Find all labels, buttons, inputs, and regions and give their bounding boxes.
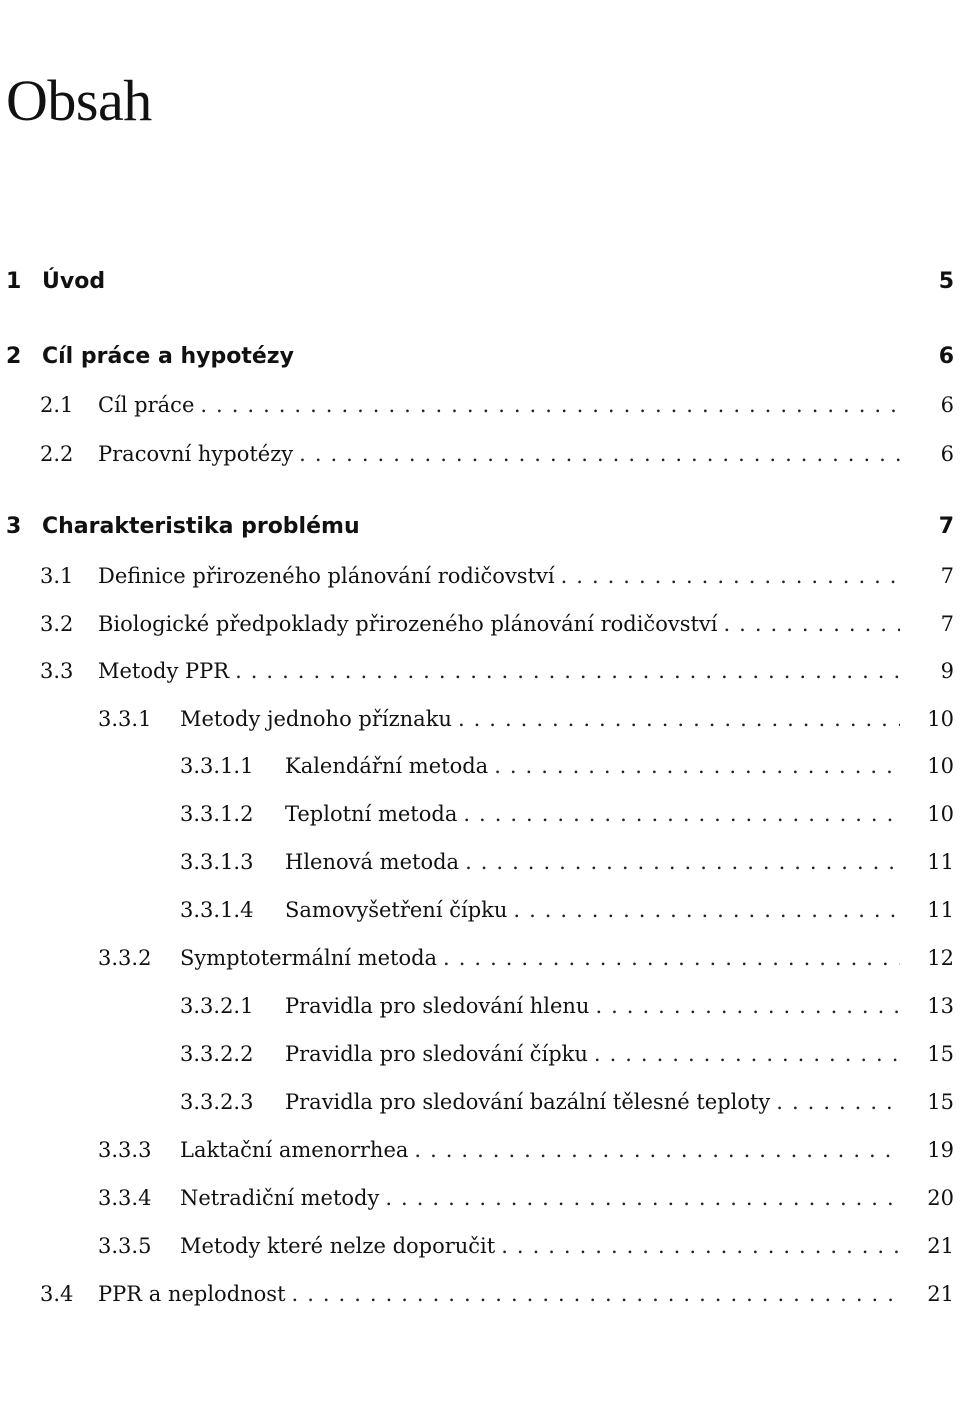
toc-subsubsection-entry[interactable] xyxy=(180,895,960,925)
toc-entry-title: Charakteristika problému xyxy=(42,514,360,539)
toc-entry-title: Definice přirozeného plánování rodičovství xyxy=(98,564,555,588)
toc-entry-title: Pracovní hypotézy xyxy=(98,442,294,466)
toc-page-number: 7 xyxy=(940,564,954,588)
toc-entry-number: 3.3.1.3 xyxy=(180,850,254,874)
toc-dot-leader xyxy=(235,656,900,686)
toc-subsubsection-entry[interactable] xyxy=(180,847,960,877)
toc-entry-title: Úvod xyxy=(42,269,106,294)
toc-entry-number: 3.1 xyxy=(40,564,74,588)
toc-entry-number: 2 xyxy=(6,344,22,369)
toc-subsubsection-entry[interactable] xyxy=(180,1039,960,1069)
toc-subsubsection-entry[interactable] xyxy=(180,1087,960,1117)
toc-page-number: 10 xyxy=(927,754,954,778)
toc-subsection-entry[interactable] xyxy=(98,1135,960,1165)
toc-dot-leader xyxy=(724,609,901,639)
toc-page-number: 6 xyxy=(938,344,954,369)
toc-entry-title: Pravidla pro sledování hlenu xyxy=(285,994,590,1018)
toc-entry-number: 3.3.2.1 xyxy=(180,994,254,1018)
toc-dot-leader xyxy=(385,1183,900,1213)
toc-entry-number: 2.1 xyxy=(40,393,74,417)
toc-dot-leader xyxy=(494,751,900,781)
toc-entry-title: Metody PPR xyxy=(98,659,230,683)
toc-entry-title: PPR a neplodnost xyxy=(98,1282,286,1306)
toc-section-entry[interactable] xyxy=(40,439,960,469)
toc-entry-title: Hlenová metoda xyxy=(285,850,460,874)
toc-entry-title: Cíl práce a hypotézy xyxy=(42,344,294,369)
toc-entry-number: 3.3 xyxy=(40,659,74,683)
toc-page-number: 10 xyxy=(927,707,954,731)
toc-subsection-entry[interactable] xyxy=(98,704,960,734)
toc-entry-number: 2.2 xyxy=(40,442,74,466)
toc-section-entry[interactable] xyxy=(40,656,960,686)
toc-entry-title: Symptotermální metoda xyxy=(180,946,438,970)
toc-subsection-entry[interactable] xyxy=(98,1231,960,1261)
toc-page-number: 11 xyxy=(927,898,954,922)
toc-entry-title: Metody které nelze doporučit xyxy=(180,1234,496,1258)
toc-subsubsection-entry[interactable] xyxy=(180,991,960,1021)
toc-entry-number: 3.3.2 xyxy=(98,946,152,970)
toc-page-number: 7 xyxy=(938,514,954,539)
toc-entry-number: 3.3.2.2 xyxy=(180,1042,254,1066)
toc-page-number: 9 xyxy=(940,659,954,683)
toc-dot-leader xyxy=(414,1135,900,1165)
toc-entry-number: 3.4 xyxy=(40,1282,74,1306)
toc-page-number: 11 xyxy=(927,850,954,874)
toc-page-number: 19 xyxy=(927,1138,954,1162)
toc-dot-leader xyxy=(292,1279,900,1309)
toc-page-number: 5 xyxy=(938,269,954,294)
toc-chapter-entry[interactable] xyxy=(6,342,960,372)
toc-entry-title: Samovyšetření čípku xyxy=(285,898,508,922)
toc-page-number: 10 xyxy=(927,802,954,826)
toc-page-number: 20 xyxy=(927,1186,954,1210)
toc-page-number: 13 xyxy=(927,994,954,1018)
toc-entry-title: Metody jednoho příznaku xyxy=(180,707,452,731)
toc-entry-title: Biologické předpoklady přirozeného plánování rodičovství xyxy=(98,612,718,636)
page-title: Obsah xyxy=(6,68,152,133)
toc-section-entry[interactable] xyxy=(40,609,960,639)
toc-section-entry[interactable] xyxy=(40,390,960,420)
toc-entry-title: Pravidla pro sledování bazální tělesné teploty xyxy=(285,1090,771,1114)
toc-dot-leader xyxy=(458,704,900,734)
toc-page-number: 6 xyxy=(940,442,954,466)
toc-page-number: 15 xyxy=(927,1090,954,1114)
toc-entry-number: 3.3.4 xyxy=(98,1186,152,1210)
toc-subsubsection-entry[interactable] xyxy=(180,751,960,781)
toc-dot-leader xyxy=(200,390,900,420)
toc-chapter-entry[interactable] xyxy=(6,512,960,542)
toc-entry-number: 3.3.1.1 xyxy=(180,754,254,778)
toc-entry-number: 3.3.2.3 xyxy=(180,1090,254,1114)
toc-page-number: 21 xyxy=(927,1282,954,1306)
toc-entry-title: Cíl práce xyxy=(98,393,195,417)
toc-entry-title: Teplotní metoda xyxy=(285,802,458,826)
toc-dot-leader xyxy=(465,847,900,877)
toc-entry-number: 3.3.5 xyxy=(98,1234,152,1258)
toc-page-number: 21 xyxy=(927,1234,954,1258)
toc-dot-leader xyxy=(463,799,900,829)
toc-dot-leader xyxy=(776,1087,900,1117)
toc-dot-leader xyxy=(561,561,900,591)
toc-entry-number: 1 xyxy=(6,269,22,294)
toc-entry-number: 3.3.3 xyxy=(98,1138,152,1162)
toc-dot-leader xyxy=(299,439,900,469)
toc-entry-title: Laktační amenorrhea xyxy=(180,1138,409,1162)
toc-chapter-entry[interactable] xyxy=(6,267,960,297)
toc-entry-title: Netradiční metody xyxy=(180,1186,380,1210)
toc-dot-leader xyxy=(594,1039,900,1069)
toc-section-entry[interactable] xyxy=(40,1279,960,1309)
toc-page-number: 15 xyxy=(927,1042,954,1066)
toc-entry-title: Kalendářní metoda xyxy=(285,754,489,778)
toc-entry-title: Pravidla pro sledování čípku xyxy=(285,1042,588,1066)
toc-section-entry[interactable] xyxy=(40,561,960,591)
toc-entry-number: 3.3.1.2 xyxy=(180,802,254,826)
toc-dot-leader xyxy=(443,943,900,973)
toc-entry-number: 3.3.1.4 xyxy=(180,898,254,922)
toc-dot-leader xyxy=(501,1231,900,1261)
toc-subsection-entry[interactable] xyxy=(98,1183,960,1213)
toc-entry-number: 3 xyxy=(6,514,22,539)
toc-page-number: 12 xyxy=(927,946,954,970)
toc-page-number: 6 xyxy=(940,393,954,417)
toc-dot-leader xyxy=(513,895,900,925)
toc-subsubsection-entry[interactable] xyxy=(180,799,960,829)
toc-entry-number: 3.3.1 xyxy=(98,707,152,731)
toc-subsection-entry[interactable] xyxy=(98,943,960,973)
toc-page-number: 7 xyxy=(940,612,954,636)
toc-entry-number: 3.2 xyxy=(40,612,74,636)
toc-dot-leader xyxy=(595,991,900,1021)
